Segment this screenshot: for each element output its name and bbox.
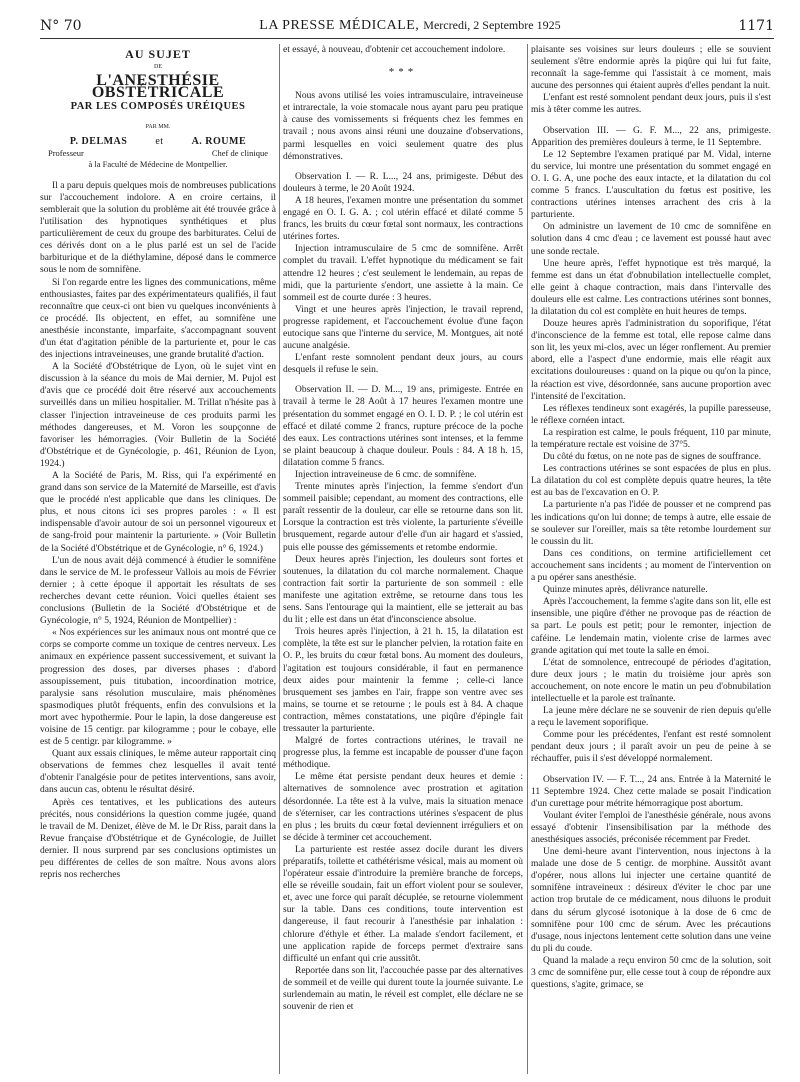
- column-rule: [527, 44, 528, 1074]
- paragraph: et essayé, à nouveau, d'obtenir cet accouchement indolore.: [283, 45, 506, 55]
- by-line-label: PAR MM.: [145, 124, 171, 131]
- paragraph: Injection intramusculaire de 5 cmc de somnifène. Arrêt complet du travail. L'effet hypnotique du médicament se fait attendre 12 heures ; c'est seulement le lendemain, au repas de midi, que la parturiente s'endort, une assiette à la main. Ce sommeil est de courte durée : 3 heures.: [283, 244, 523, 303]
- paragraph: Dans ces conditions, on termine artificiellement cet accouchement sans incidents ; au moment de l'intervention on a pu opérer sans anesthésie.: [531, 548, 771, 584]
- paragraph: Malgré de fortes contractions utérines, le travail ne progresse plus, la femme est incapable de pousser d'une façon méthodique.: [283, 736, 523, 771]
- paragraph: Observation IV. — F. T..., 24 ans. Entrée à la Maternité le 11 Septembre 1924. Chez cette malade se posait l'indication d'un curettage pour métrite hémorragique post abortum.: [531, 774, 771, 809]
- paragraph: Observation I. — R. L..., 24 ans, primigeste. Début des douleurs à terme, le 20 Août 1924.: [283, 171, 523, 194]
- paragraph: Les réflexes tendineux sont exagérés, la pupille paresseuse, le réflexe cornéen intact.: [531, 403, 771, 426]
- journal-name: LA PRESSE MÉDICALE,: [259, 18, 424, 33]
- column-2: [283, 44, 523, 1078]
- article-title-block: [40, 48, 276, 170]
- paragraph: Reportée dans son lit, l'accouchée passe par des alternatives de sommeil et de veille qui durent toute la journée suivante. Le surlendemain au matin, le réveil est complet, elle déclare ne se souvenir de rien et: [283, 965, 523, 1013]
- authors: [40, 136, 276, 148]
- paragraph: Observation III. — G. F. M..., 22 ans, primigeste. Apparition des premières douleurs à terme, le 11 Septembre.: [531, 125, 771, 148]
- author-2-role: Chef de clinique: [211, 147, 268, 158]
- paragraph: On administre un lavement de 10 cmc de somnifène en solution dans 4 cmc d'eau ; ce lavement est poussé haut avec une sonde rectale.: [531, 222, 771, 257]
- author-roles: [40, 148, 276, 158]
- column-2-body: [283, 90, 523, 1013]
- paragraph: Voulant éviter l'emploi de l'anesthésie générale, nous avons essayé d'obtenir l'insensibilisation par la méthode des anesthésiques associés, préconisée récemment par Fredet.: [531, 810, 771, 845]
- paragraph: Si l'on regarde entre les lignes des communications, même enthousiastes, faites par des expérimentateurs qualifiés, il faut reconnaître que ceux-ci ont bien vu quelques inconvénients à ce procédé. Ils objectent, en effet, au somnifène une anesthésie inconstante, imparfaite, s'accompagnant souvent d'un état d'agitation pénible de la parturiente et, pour le cas des injections intraveineuses, une grande brutalité d'action.: [40, 277, 276, 361]
- author-1: P. DELMAS: [69, 135, 128, 147]
- paragraph: La parturiente n'a pas l'idée de pousser et ne comprend pas les indications qu'on lui donne; de temps à autre, elle essaie de se soulever sur l'oreiller, mais sa tête retombe lourdement sur le coussin du lit.: [531, 500, 771, 547]
- column-3-body: [531, 44, 771, 991]
- paragraph: Le 12 Septembre l'examen pratiqué par M. Vidal, interne du service, lui montre une présentation du sommet engagé en O. I. G. A, une poche des eaux intacte, et la dilatation du col comme 5 francs. L'auscultation du fœtus est positive, les contractions utérines intenses arrachent des cris à la parturiente.: [531, 149, 771, 221]
- masthead: [259, 18, 560, 34]
- paragraph: Quinze minutes après, délivrance naturelle.: [543, 585, 708, 596]
- paragraph: Quand la malade a reçu environ 50 cmc de la solution, soit 3 cmc de somnifène pur, elle cesse tout à coup de répondre aux questions, s'agite, grimace, se: [531, 955, 771, 991]
- page-header: [40, 14, 774, 39]
- paragraph: Douze heures après l'administration du soporifique, l'état d'inconscience de la femme est total, elle repose calme dans son lit, les yeux mi-clos, avec un léger ronflement. Au premier abord, elle a l'aspect d'une endormie, mais elle réagit aux excitations douloureuses : quand on la pique ou qu'on la pince, la réaction est vive, désordonnée, sans aucune proportion avec l'intensité de l'excitation.: [531, 319, 771, 402]
- paragraph: La respiration est calme, le pouls fréquent, 110 par minute, la température rectale est voisine de 37°5.: [531, 427, 771, 450]
- paragraph: Comme pour les précédentes, l'enfant est resté somnolent pendant deux jours ; il paraît avoir un peu de peine à se réchauffer, puis il s'est développé normalement.: [531, 730, 771, 765]
- paragraph: Après l'accouchement, la femme s'agite dans son lit, elle est insensible, une piqûre d'éther ne provoque pas de réaction de sa part. Le pouls est petit; pour le remonter, injection de caféine. Le lendemain matin, violente crise de larmes avec grande agitation qui met toute la salle en émoi.: [531, 597, 771, 656]
- paragraph: Il a paru depuis quelques mois de nombreuses publications sur l'accouchement indolore. A en croire certains, il semblerait que la solution du problème ait été trouvée grâce à l'utilisation des hypnotiques synthétiques et plus particulièrement de ceux du groupe des barbiturates. Celui de ces dérivés dont on a le plus parlé est un sel de l'acide barbiturique et de la diéthylamine, déposé dans le commerce sous le nom de somnifène.: [40, 180, 276, 276]
- paragraph: A la Société d'Obstétrique de Lyon, où le sujet vint en discussion à la séance du mois de Mai dernier, M. Pujol est d'avis que ce procédé doit être réservé aux accouchements surveillés dans un milieu hospitalier. M. Trillat n'hésite pas à classer l'injection intraveineuse de ces produits parmi les méthodes dangereuses, et M. Voron les soupçonne de favoriser les hémorragies. (Voir Bulletin de la Société d'Obstétrique et de Gynécologie, p. 461, Réunion de Lyon, 1924.): [40, 362, 276, 469]
- article-title: L'ANESTHÉSIE OBSTÉTRICALE: [91, 72, 225, 102]
- author-2: A. ROUME: [191, 135, 247, 147]
- title-top: AU SUJET: [125, 48, 191, 61]
- paragraph: Observation II. — D. M..., 19 ans, primigeste. Entrée en travail à terme le 28 Août à 17 heures l'examen montre une présentation du sommet engagé en O. I. D. P. ; le col utérin est effacé et dilaté comme 2 francs, rupture précoce de la poche des eaux. Les contractions utérines sont intenses, et la femme se plaint beaucoup à chaque douleur. Pouls : 84. A 18 h. 15, dilatation comme 5 francs.: [283, 385, 523, 468]
- section-divider-stars: ***: [388, 66, 418, 79]
- column-3: [531, 44, 771, 1078]
- paragraph: Quant aux essais cliniques, le même auteur rapportait cinq observations de femmes chez lesquelles il avait tenté d'obtenir l'analgésie pour de petites interventions, sans avoir, dans aucun cas, obtenu le résultat désiré.: [40, 749, 276, 796]
- title-de: DE: [154, 64, 162, 71]
- column-rule: [279, 44, 280, 1074]
- paragraph: Nous avons utilisé les voies intramusculaire, intraveineuse et intrarectale, la voie stomacale nous ayant paru peu pratique à cause des vomissements si fréquents chez les femmes en travail ; nous avons ainsi réuni une douzaine d'observations, parmi lesquelles en voici seulement quatre des plus démonstratives.: [283, 91, 523, 162]
- paragraph: Du côté du fœtus, on ne note pas de signes de souffrance.: [543, 452, 762, 463]
- paragraph: A 18 heures, l'examen montre une présentation du sommet engagé en O. I. G. A. ; col utérin effacé et dilaté comme 5 francs, les bruits du cœur fœtal sont normaux, les contractions utérines fortes.: [283, 195, 523, 243]
- affiliation: à la Faculté de Médecine de Montpellier.: [88, 158, 228, 169]
- paragraph: plaisante ses voisines sur leurs douleurs ; elle se souvient seulement s'être endormie après la piqûre qui lui fut faite, reconnaît la sage-femme qui l'assistait à ce moment, mais aucune des personnes qui étaient auprès d'elles pendant la nuit.: [531, 45, 771, 92]
- column-1: [40, 48, 276, 1078]
- paragraph: Les contractions utérines se sont espacées de plus en plus. La dilatation du col est complète depuis quatre heures, la tête est au bas de l'excavation en O. P.: [531, 464, 771, 499]
- article-subtitle: PAR LES COMPOSÉS URÉIQUES: [70, 101, 246, 113]
- paragraph: A la Société de Paris, M. Riss, qui l'a expérimenté en grand dans son service de la Maternité de Marseille, est d'avis que le procédé n'est applicable que dans les cliniques. De plus, et nous citons ici ses propres paroles : « Il est indispensable d'avoir autour de soi un personnel vigoureux et de sang-froid pour maintenir la parturiente. » (Voir Bulletin de la Société d'Obstétrique et de Gynécologie, n° 6, 1924.): [40, 471, 276, 554]
- paragraph: La jeune mère déclare ne se souvenir de rien depuis qu'elle a reçu le lavement soporifique.: [531, 706, 771, 729]
- paragraph: Une demi-heure avant l'intervention, nous injectons à la malade une dose de 5 centigr. de morphine. Aussitôt avant d'opérer, nous allons lui injecter une certaine quantité de somnifène intraveineux : désireux d'éviter le choc par une action trop brutale de ce médicament, nous diluons le produit dans du sérum glycosé isotonique à la dose de 6 cmc de somnifène pour 100 cmc de sérum. Avec les précautions d'usage, nous injectons lentement cette solution dans une veine du pli du coude.: [531, 847, 771, 954]
- paragraph: Trois heures après l'injection, à 21 h. 15, la dilatation est complète, la tête est sur le plancher pelvien, la rotation faite en O. P., les bruits du cœur fœtal bons. Au moment des douleurs, l'agitation est toujours considérable, il faut en permanence deux aides pour maintenir la femme ; celle-ci lance brusquement ses jambes en l'air, frappe son ventre avec ses mains, se tourne et se retourne ; le pouls est à 84. A chaque contraction, mêmes constatations, une piqûre d'épingle fait tressauter la parturiente.: [283, 627, 523, 734]
- author-1-role: Professeur: [48, 147, 84, 158]
- author-and: et: [155, 135, 164, 147]
- paragraph: Vingt et une heures après l'injection, le travail reprend, progresse rapidement, et l'accouchement évolue d'une façon eutocique sans que l'interne du service, M. Montgues, ait noté aucune analgésie.: [283, 304, 523, 352]
- paragraph: Injection intraveineuse de 6 cmc. de somnifène.: [295, 470, 477, 480]
- issue-number: N° 70: [40, 18, 82, 34]
- paragraph: Après ces tentatives, et les publications des auteurs précités, nous considérions la question comme jugée, quand le travail de M. Denizet, élève de M. le Dr Riss, parait dans la Revue française d'Obstétrique et de Gynécologie, de Juillet dernier. Il nous surprend par ses conclusions optimistes un peu différentes de celles de son maître. Nous avons alors repris nos recherches: [40, 797, 276, 881]
- column-2-top: [283, 44, 523, 56]
- column-1-body: [40, 180, 276, 881]
- paragraph: La parturiente est restée assez docile durant les divers préparatifs, toilette et cathétérisme vésical, mais au moment où l'opérateur essaie d'introduire la première branche de forceps, elle se réveille soudain, fait un effort violent pour se soulever, et, avec une force qui paraît décuplée, se retourne violemment sur la table. Dans ces conditions, toute intervention est dangereuse, il faut recourir à l'anesthésie par inhalation : chlorure d'éthyle et éther. La malade s'endort facilement, et une application rapide de forceps permet d'extraire sans difficulté un enfant qui crie aussitôt.: [283, 844, 523, 964]
- issue-date: Mercredi, 2 Septembre 1925: [423, 18, 561, 32]
- paragraph: « Nos expériences sur les animaux nous ont montré que ce corps se comporte comme un toxique de centres nerveux. Les animaux en expérience passent successivement, et suivant la progression des doses, par diverses phases : d'abord assoupissement, puis titubation, incoordination motrice, paralysie sans résolution musculaire, mais phénomènes spasmodiques plutôt fréquents, enfin des convulsions et la mort avec hypothermie. Pour le lapin, la dose dangereuse est voisine de 15 centigr. par kilogramme ; pour le cobaye, elle est de 5 centigr. par kilogramme. »: [40, 628, 276, 748]
- paragraph: Trente minutes après l'injection, la femme s'endort d'un sommeil paisible; cependant, au moment des contractions, elle paraît ressentir de la douleur, car elle se retourne dans son lit. Lorsque la contraction est très violente, la parturiente s'éveille brusquement, regarde autour d'elle d'un air hagard et s'assied, puis elle pousse des gémissements et retombe endormie.: [283, 482, 523, 553]
- paragraph: Le même état persiste pendant deux heures et demie : alternatives de somnolence avec prostration et agitation désordonnée. La tête est à la vulve, mais la situation menace de s'éterniser, car les contractions utérines s'espacent de plus en plus ; les bruits du cœur fœtal deviennent irréguliers et on se décide à terminer cet accouchement.: [283, 772, 523, 843]
- paragraph: L'état de somnolence, entrecoupé de périodes d'agitation, dure deux jours ; le matin du troisième jour après son accouchement, on note encore le matin un peu d'obnubilation intellectuelle et la parole est traînante.: [531, 657, 771, 704]
- page-number: 1171: [738, 18, 774, 34]
- paragraph: L'un de nous avait déjà commencé à étudier le somnifène dans le service de M. le professeur Vallois au mois de Février dernier ; à cette époque il apportait les résultats de ses recherches devant cette réunion. Voici quelles étaient ses conclusions (Bulletin de la Société d'Obstétrique et de Gynécologie, n° 5, 1924, Réunion de Montpellier) :: [40, 555, 276, 627]
- paragraph: Une heure après, l'effet hypnotique est très marqué, la femme est dans un état d'obnubilation intellectuelle complet, elle geint à chaque contraction, mais dans l'intervalle des douleurs elle est calme. Les contractions utérines sont bonnes, la dilatation du col est complète en huit heures de temps.: [531, 258, 771, 317]
- paragraph: L'enfant reste somnolent pendant deux jours, au cours desquels il refuse le sein.: [283, 353, 523, 376]
- paragraph: Deux heures après l'injection, les douleurs sont fortes et soutenues, la dilatation du col marche normalement. Chaque contraction fait sortir la parturiente de son sommeil : elle manifeste une agitation extrême, se retourne dans tous les sens. Sans l'entourage qui la maintient, elle se jetterait au bas du lit ; elle est dans un état d'inconscience absolue.: [283, 554, 523, 626]
- paragraph: L'enfant est resté somnolent pendant deux jours, puis il s'est mis à têter comme les autres.: [531, 93, 771, 116]
